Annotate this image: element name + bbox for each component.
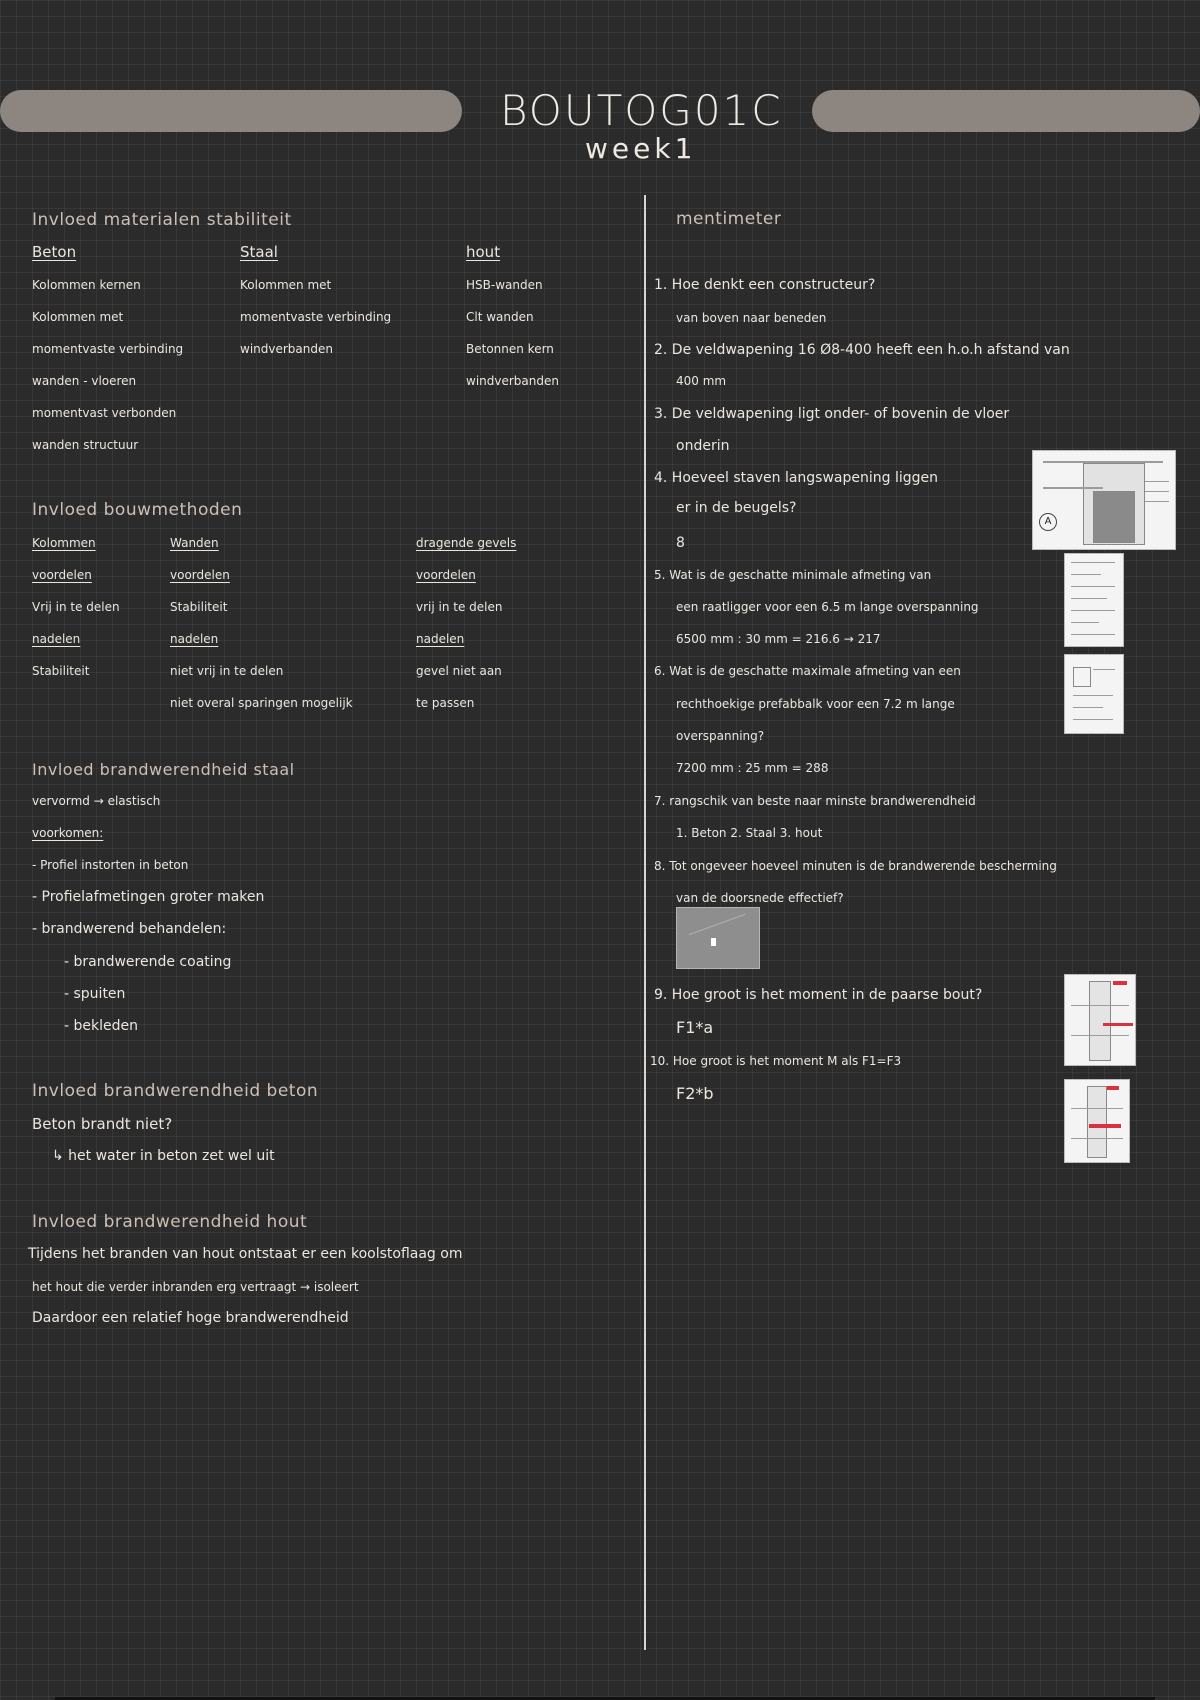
question-1: 1. Hoe denkt een constructeur? bbox=[654, 277, 876, 293]
answer-3: onderin bbox=[676, 438, 730, 454]
bolt-moment-thumbnail-2 bbox=[1064, 1079, 1130, 1163]
fire-wood-heading: Invloed brandwerendheid hout bbox=[32, 1212, 308, 1232]
materials-col2-head: Staal bbox=[240, 243, 278, 261]
materials-col1-item: Kolommen met bbox=[32, 310, 124, 324]
methods-col3-adv-label: voordelen bbox=[416, 568, 476, 582]
fire-steel-subitem: - brandwerende coating bbox=[64, 954, 232, 970]
fire-steel-line: vervormd → elastisch bbox=[32, 794, 161, 808]
answer-2: 400 mm bbox=[676, 374, 727, 388]
methods-col3-head: dragende gevels bbox=[416, 536, 517, 550]
materials-col3-item: Clt wanden bbox=[466, 310, 534, 324]
methods-col1-adv-label: voordelen bbox=[32, 568, 92, 582]
question-7: 7. rangschik van beste naar minste brandwerendheid bbox=[654, 794, 976, 808]
materials-col1-item: momentvast verbonden bbox=[32, 406, 177, 420]
question-6-cont: overspanning? bbox=[676, 729, 765, 743]
fire-wood-line: het hout die verder inbranden erg vertraagt → isoleert bbox=[32, 1280, 359, 1294]
fire-protection-image bbox=[676, 907, 760, 969]
fire-steel-line: voorkomen: bbox=[32, 826, 104, 840]
methods-col3-disadv: te passen bbox=[416, 696, 475, 710]
bolt-moment-thumbnail-1 bbox=[1064, 974, 1136, 1066]
question-5-cont: een raatligger voor een 6.5 m lange overspanning bbox=[676, 600, 979, 614]
materials-col1-item: momentvaste verbinding bbox=[32, 342, 184, 356]
question-3: 3. De veldwapening ligt onder- of bovenin de vloer bbox=[654, 406, 1010, 422]
answer-6: 7200 mm : 25 mm = 288 bbox=[676, 761, 829, 775]
question-6: 6. Wat is de geschatte maximale afmeting van een bbox=[654, 664, 961, 678]
methods-col3-disadv: gevel niet aan bbox=[416, 664, 502, 678]
methods-col2-disadv-label: nadelen bbox=[170, 632, 219, 646]
question-5: 5. Wat is de geschatte minimale afmeting van bbox=[654, 568, 932, 582]
methods-heading: Invloed bouwmethoden bbox=[32, 500, 243, 520]
fire-concrete-line: Beton brandt niet? bbox=[32, 1115, 173, 1133]
fire-steel-item: - Profiel instorten in beton bbox=[32, 858, 189, 872]
methods-col3-disadv-label: nadelen bbox=[416, 632, 465, 646]
fire-steel-heading: Invloed brandwerendheid staal bbox=[32, 760, 295, 779]
fire-steel-item: - Profielafmetingen groter maken bbox=[32, 889, 265, 905]
prefab-beam-thumbnail bbox=[1064, 654, 1124, 734]
materials-col1-item: wanden - vloeren bbox=[32, 374, 137, 388]
answer-9: F1*a bbox=[676, 1018, 714, 1037]
question-10: 10. Hoe groot is het moment M als F1=F3 bbox=[650, 1054, 902, 1068]
question-4-cont: er in de beugels? bbox=[676, 500, 797, 516]
answer-7: 1. Beton 2. Staal 3. hout bbox=[676, 826, 823, 840]
materials-col2-item: windverbanden bbox=[240, 342, 333, 356]
question-2: 2. De veldwapening 16 Ø8-400 heeft een h.o.h afstand van bbox=[654, 342, 1070, 358]
methods-col2-disadv: niet overal sparingen mogelijk bbox=[170, 696, 353, 710]
question-9: 9. Hoe groot is het moment in de paarse bout? bbox=[654, 987, 983, 1003]
materials-col3-item: Betonnen kern bbox=[466, 342, 554, 356]
header-banner-left bbox=[0, 90, 462, 132]
materials-col3-head: hout bbox=[466, 243, 501, 261]
methods-col3-adv: vrij in te delen bbox=[416, 600, 503, 614]
page-title: BOUTOG01C bbox=[500, 86, 783, 135]
materials-col1-item: Kolommen kernen bbox=[32, 278, 141, 292]
fire-wood-line: Daardoor een relatief hoge brandwerendheid bbox=[32, 1310, 349, 1326]
methods-col1-head: Kolommen bbox=[32, 536, 96, 550]
column-divider bbox=[644, 195, 646, 1650]
fire-steel-subitem: - bekleden bbox=[64, 1018, 138, 1034]
question-6-cont: rechthoekige prefabbalk voor een 7.2 m lange bbox=[676, 697, 955, 711]
question-4: 4. Hoeveel staven langswapening liggen bbox=[654, 470, 939, 486]
methods-col1-disadv-label: nadelen bbox=[32, 632, 81, 646]
answer-4: 8 bbox=[676, 535, 685, 551]
materials-col3-item: windverbanden bbox=[466, 374, 559, 388]
fire-concrete-line: ↳ het water in beton zet wel uit bbox=[52, 1148, 275, 1164]
rebar-section-thumbnail bbox=[1032, 450, 1176, 550]
fire-wood-line: Tijdens het branden van hout ontstaat er een koolstoflaag om bbox=[28, 1246, 463, 1262]
header-banner-right bbox=[812, 90, 1200, 132]
fire-steel-item: - brandwerend behandelen: bbox=[32, 921, 227, 937]
materials-col1-item: wanden structuur bbox=[32, 438, 139, 452]
answer-10: F2*b bbox=[676, 1084, 714, 1103]
fire-steel-subitem: - spuiten bbox=[64, 986, 126, 1002]
methods-col2-head: Wanden bbox=[170, 536, 219, 550]
mentimeter-heading: mentimeter bbox=[676, 209, 782, 229]
materials-heading: Invloed materialen stabiliteit bbox=[32, 210, 292, 230]
thumbnail-label: A bbox=[1039, 513, 1057, 531]
materials-col2-item: Kolommen met bbox=[240, 278, 332, 292]
methods-col2-disadv: niet vrij in te delen bbox=[170, 664, 284, 678]
methods-col1-adv: Vrij in te delen bbox=[32, 600, 120, 614]
methods-col2-adv: Stabiliteit bbox=[170, 600, 228, 614]
materials-col1-head: Beton bbox=[32, 243, 77, 261]
methods-col2-adv-label: voordelen bbox=[170, 568, 230, 582]
answer-1: van boven naar beneden bbox=[676, 311, 827, 325]
fire-concrete-heading: Invloed brandwerendheid beton bbox=[32, 1081, 319, 1101]
methods-col1-disadv: Stabiliteit bbox=[32, 664, 90, 678]
question-8: 8. Tot ongeveer hoeveel minuten is de brandwerende bescherming bbox=[654, 859, 1057, 873]
materials-col2-item: momentvaste verbinding bbox=[240, 310, 392, 324]
page-subtitle: week1 bbox=[585, 132, 697, 165]
answer-5: 6500 mm : 30 mm = 216.6 → 217 bbox=[676, 632, 881, 646]
question-8-cont: van de doorsnede effectief? bbox=[676, 891, 844, 905]
materials-col3-item: HSB-wanden bbox=[466, 278, 543, 292]
beam-table-thumbnail bbox=[1064, 553, 1124, 647]
